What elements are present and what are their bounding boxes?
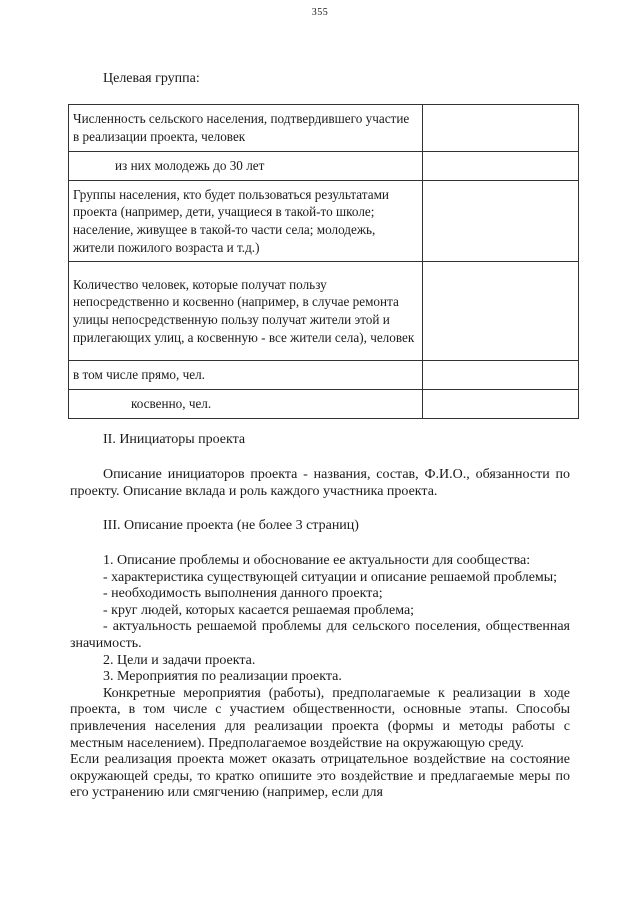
- page-number: 355: [311, 7, 329, 18]
- description-paragraph: - круг людей, которых касается решаемая проблема;: [103, 602, 415, 618]
- description-paragraph: Конкретные мероприятия (работы), предполагаемые к реализации в ходе проекта, в том числе с участием общественности, основные этапы. Способы привлечения населения для реализации проекта (формы и методы работы с местным населением). Предполагаемое воздействие на окружающую среду.: [70, 685, 570, 751]
- initiators-text: [70, 467, 570, 500]
- table-row: [69, 390, 579, 419]
- row-value-cell[interactable]: [423, 105, 579, 152]
- table-row: [69, 105, 579, 152]
- target-group-heading: Целевая группа:: [103, 71, 200, 86]
- initiators-paragraph: Описание инициаторов проекта - названия, состав, Ф.И.О., обязанности по проекту. Описание вклада и роль каждого участника проекта.: [70, 467, 570, 499]
- row-label: Численность сельского населения, подтвердившего участие в реализации проекта, человек: [69, 105, 423, 152]
- description-paragraph: 2. Цели и задачи проекта.: [103, 652, 256, 668]
- row-label: в том числе прямо, чел.: [69, 361, 423, 390]
- table-row: [69, 262, 579, 361]
- table-row: [69, 361, 579, 390]
- row-label: Группы населения, кто будет пользоваться результатами проекта (например, дети, учащиеся в такой-то школе; население, живущее в такой-то части села; молодежь, жители пожилого возраста и т.д.): [69, 181, 423, 262]
- row-value-cell[interactable]: [423, 361, 579, 390]
- description-paragraph: - характеристика существующей ситуации и описание решаемой проблемы;: [103, 569, 558, 585]
- table-row: [69, 152, 579, 181]
- description-paragraph: Если реализация проекта может оказать отрицательное воздействие на состояние окружающей среды, то кратко опишите это воздействие и предлагаемые меры по его устранению или смягчению (например, если для: [70, 752, 570, 801]
- row-label: из них молодежь до 30 лет: [69, 152, 423, 181]
- target-group-table: [68, 104, 579, 419]
- row-value-cell[interactable]: [423, 390, 579, 419]
- row-label: Количество человек, которые получат пользу непосредственно и косвенно (например, в случае ремонта улицы непосредственную пользу получат жители этой и прилегающих улиц, а косвенную - все жители села), человек: [69, 262, 423, 361]
- initiators-heading: II. Инициаторы проекта: [103, 432, 246, 447]
- table-row: [69, 181, 579, 262]
- description-paragraph: - необходимость выполнения данного проекта;: [103, 586, 383, 602]
- description-paragraph: - актуальность решаемой проблемы для сельского поселения, общественная значимость.: [70, 619, 570, 651]
- row-value-cell[interactable]: [423, 262, 579, 361]
- row-value-cell[interactable]: [423, 152, 579, 181]
- description-text: [70, 553, 570, 802]
- description-heading: III. Описание проекта (не более 3 страниц): [103, 518, 359, 533]
- row-label: косвенно, чел.: [69, 390, 423, 419]
- description-paragraph: 3. Мероприятия по реализации проекта.: [103, 669, 342, 685]
- description-paragraph: 1. Описание проблемы и обоснование ее актуальности для сообщества:: [103, 553, 531, 568]
- row-value-cell[interactable]: [423, 181, 579, 262]
